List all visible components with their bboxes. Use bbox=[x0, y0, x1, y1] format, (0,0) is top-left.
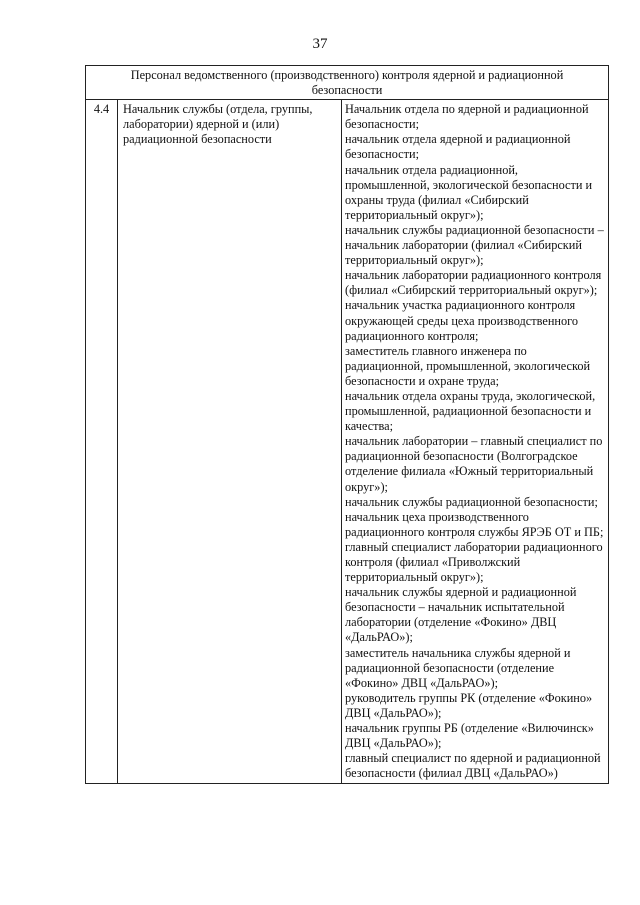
page-number: 37 bbox=[312, 36, 328, 52]
list-item: начальник службы радиационной безопасности; bbox=[345, 494, 598, 509]
list-item: начальник отдела радиационной, промышленной, экологической безопасности и охраны труда (филиал «Сибирский территориальный округ»); bbox=[345, 162, 593, 222]
list-item: начальник отдела охраны труда, экологической, промышленной, радиационной безопасности и качества; bbox=[345, 388, 596, 434]
list-item: главный специалист по ядерной и радиационной безопасности (филиал ДВЦ «ДальРАО») bbox=[345, 751, 601, 781]
list-item: главный специалист лаборатории радиационного контроля (филиал «Приволжский территориальный округ»); bbox=[345, 539, 603, 585]
list-item: начальник лаборатории – главный специалист по радиационной безопасности (Волгоградское отделение филиала «Южный территориальный округ»); bbox=[345, 434, 603, 494]
section-header: Персонал ведомственного (производственного) контроля ядерной и радиационной безопасности bbox=[86, 66, 609, 100]
list-item: начальник службы ядерной и радиационной безопасности – начальник испытательной лаборатории (отделение «Фокино» ДВЦ «ДальРАО»); bbox=[345, 585, 577, 645]
list-item: начальник отдела ядерной и радиационной безопасности; bbox=[345, 132, 571, 162]
table-header-row bbox=[86, 66, 609, 100]
list-item: начальник группы РБ (отделение «Вилючинск» ДВЦ «ДальРАО»); bbox=[345, 721, 594, 751]
list-item: руководитель группы РК (отделение «Фокино» ДВЦ «ДальРАО»); bbox=[345, 690, 593, 720]
titles-list bbox=[342, 100, 609, 784]
list-item: Начальник отдела по ядерной и радиационной безопасности; bbox=[345, 102, 589, 132]
row-number: 4.4 bbox=[86, 100, 118, 784]
list-item: начальник цеха производственного радиационного контроля службы ЯРЭБ ОТ и ПБ; bbox=[345, 509, 604, 539]
position-name: Начальник службы (отдела, группы, лаборатории) ядерной и (или) радиационной безопасности bbox=[118, 100, 342, 784]
list-item: начальник лаборатории радиационного контроля (филиал «Сибирский территориальный округ»); bbox=[345, 268, 602, 298]
list-item: начальник службы радиационной безопасности – начальник лаборатории (филиал «Сибирский территориальный округ»); bbox=[345, 222, 604, 268]
list-item: начальник участка радиационного контроля окружающей среды цеха производственного радиационного контроля; bbox=[345, 298, 579, 343]
list-item: заместитель главного инженера по радиационной, промышленной, экологической безопасности и охране труда; bbox=[345, 343, 591, 388]
table-row bbox=[86, 100, 609, 784]
list-item: заместитель начальника службы ядерной и радиационной безопасности (отделение «Фокино» ДВЦ «ДальРАО»); bbox=[345, 645, 571, 690]
positions-table bbox=[85, 65, 609, 784]
